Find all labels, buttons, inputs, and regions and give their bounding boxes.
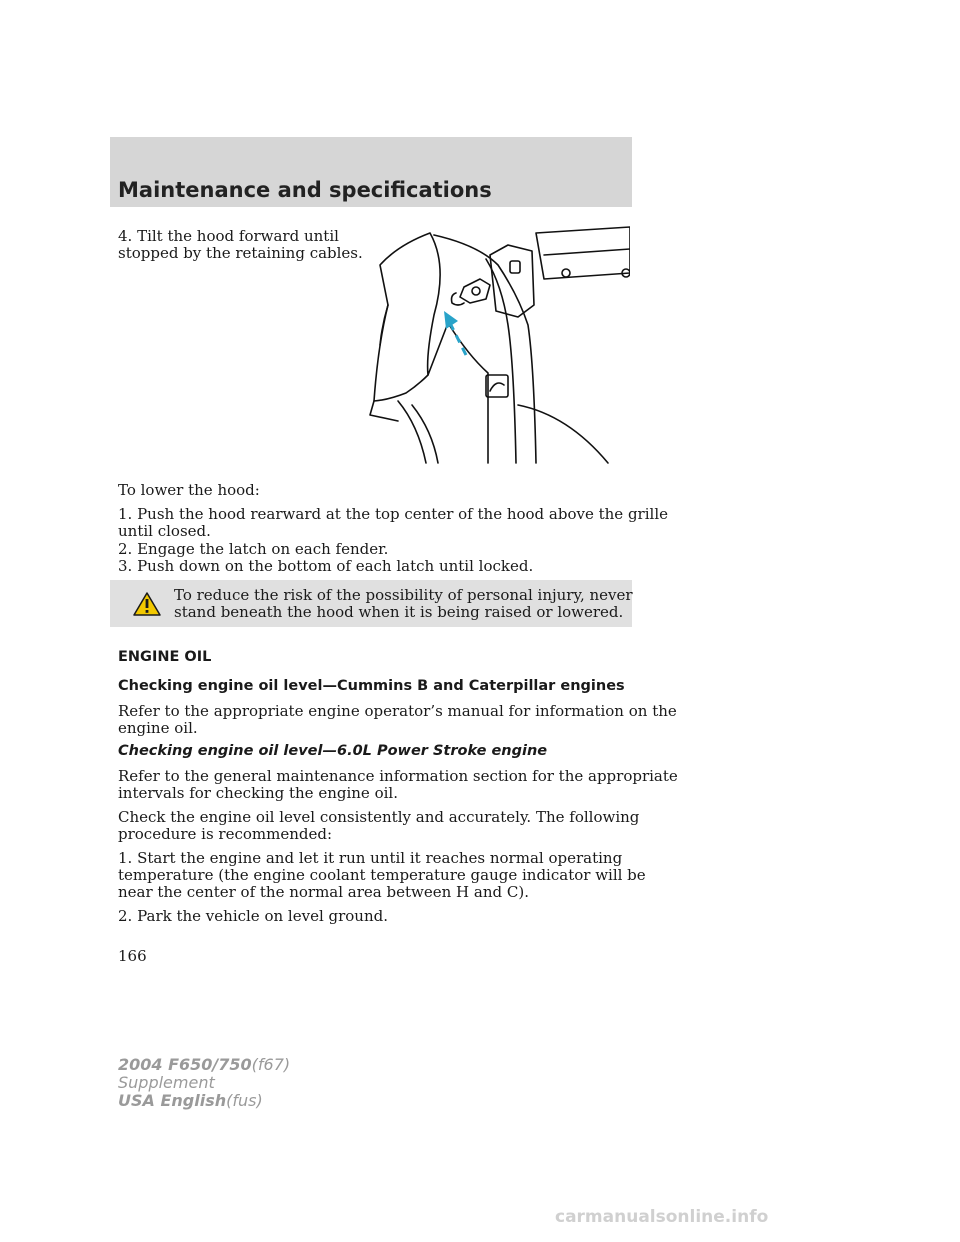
footer-model: 2004 F650/750 xyxy=(118,1055,252,1074)
warning-text-line-1: To reduce the risk of the possibility of personal injury, never xyxy=(174,586,633,604)
engine-oil-para-3-line-2: procedure is recommended: xyxy=(118,825,333,843)
section-title: Maintenance and specifications xyxy=(118,178,492,202)
engine-oil-para-3-line-1: Check the engine oil level consistently and accurately. The following xyxy=(118,808,640,826)
footer-language: USA English xyxy=(118,1091,227,1110)
lower-hood-intro: To lower the hood: xyxy=(118,481,260,499)
lower-hood-step-3: 3. Push down on the bottom of each latch until locked. xyxy=(118,557,534,575)
subheading-power-stroke: Checking engine oil level—6.0L Power Stroke engine xyxy=(118,743,548,759)
engine-oil-step-2: 2. Park the vehicle on level ground. xyxy=(118,907,388,925)
engine-oil-para-1-line-2: engine oil. xyxy=(118,719,198,737)
engine-oil-para-2-line-2: intervals for checking the engine oil. xyxy=(118,784,398,802)
engine-oil-step-1-line-2: temperature (the engine coolant temperature gauge indicator will be xyxy=(118,866,646,884)
hood-latch-illustration-icon xyxy=(368,225,630,465)
footer-model-code: (f67) xyxy=(251,1055,291,1074)
step-4-line-2: stopped by the retaining cables. xyxy=(118,244,363,262)
watermark: carmanualsonline.info xyxy=(555,1207,769,1227)
lower-hood-step-2: 2. Engage the latch on each fender. xyxy=(118,540,389,558)
lower-hood-step-1-line-2: until closed. xyxy=(118,522,211,540)
page-number: 166 xyxy=(118,947,147,965)
footer-block xyxy=(118,1056,290,1110)
engine-oil-step-1-line-1: 1. Start the engine and let it run until it reaches normal operating xyxy=(118,849,623,867)
footer-line-2: Supplement xyxy=(118,1073,215,1092)
engine-oil-para-2-line-1: Refer to the general maintenance information section for the appropriate xyxy=(118,767,678,785)
engine-oil-para-1-line-1: Refer to the appropriate engine operator’s manual for information on the xyxy=(118,702,677,720)
subheading-cummins-caterpillar: Checking engine oil level—Cummins B and Caterpillar engines xyxy=(118,678,625,694)
lower-hood-step-1-line-1: 1. Push the hood rearward at the top center of the hood above the grille xyxy=(118,505,668,523)
warning-text-line-2: stand beneath the hood when it is being raised or lowered. xyxy=(174,603,624,621)
warning-triangle-icon xyxy=(132,591,162,617)
footer-line-1 xyxy=(118,1056,290,1074)
footer-line-3 xyxy=(118,1092,290,1110)
engine-oil-step-1-line-3: near the center of the normal area between H and C). xyxy=(118,883,529,901)
footer-language-code: (fus) xyxy=(226,1091,263,1110)
step-4-line-1: 4. Tilt the hood forward until xyxy=(118,227,339,245)
engine-oil-heading: ENGINE OIL xyxy=(118,649,212,665)
